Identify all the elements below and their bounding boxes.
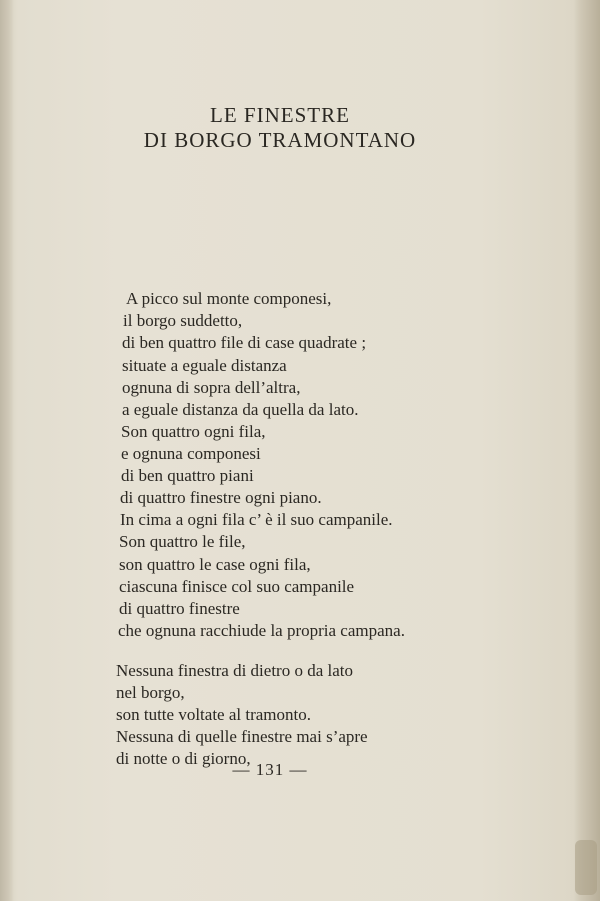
verse-line: ciascuna finisce col suo campanile [119, 577, 355, 596]
verse-line: son quattro le case ogni fila, [119, 555, 311, 574]
verse-line: A picco sul monte componesi, [126, 289, 332, 308]
page-right-edge [574, 0, 600, 901]
poem-title-line-2: DI BORGO TRAMONTANO [143, 128, 417, 152]
verse-line: Son quattro ogni fila, [121, 422, 266, 441]
verse-line: e ognuna componesi [121, 444, 261, 463]
poem-title-line-1: LE FINESTRE [210, 103, 350, 127]
verse-line: Son quattro le file, [119, 532, 246, 551]
verse-line: son tutte voltate al tramonto. [116, 705, 311, 724]
verse-line: di ben quattro file di case quadrate ; [122, 333, 367, 352]
page-stain [575, 840, 597, 895]
page-number: — 131 — [232, 760, 308, 779]
verse-line: il borgo suddetto, [123, 311, 243, 330]
verse-line: Nessuna finestra di dietro o da lato [116, 661, 353, 680]
verse-line: ognuna di sopra dell’altra, [122, 378, 301, 397]
verse-line: di quattro finestre [119, 599, 240, 618]
verse-line: di notte o di giorno, [116, 749, 251, 768]
verse-line: In cima a ogni fila c’ è il suo campanile. [120, 510, 393, 529]
verse-line: Nessuna di quelle finestre mai s’apre [116, 727, 368, 746]
verse-line: che ognuna racchiude la propria campana. [118, 621, 405, 640]
verse-line: di quattro finestre ogni piano. [120, 488, 322, 507]
verse-line: situate a eguale distanza [122, 356, 287, 375]
verse-line: di ben quattro piani [121, 466, 254, 485]
verse-line: a eguale distanza da quella da lato. [122, 400, 359, 419]
verse-line: nel borgo, [116, 683, 185, 702]
